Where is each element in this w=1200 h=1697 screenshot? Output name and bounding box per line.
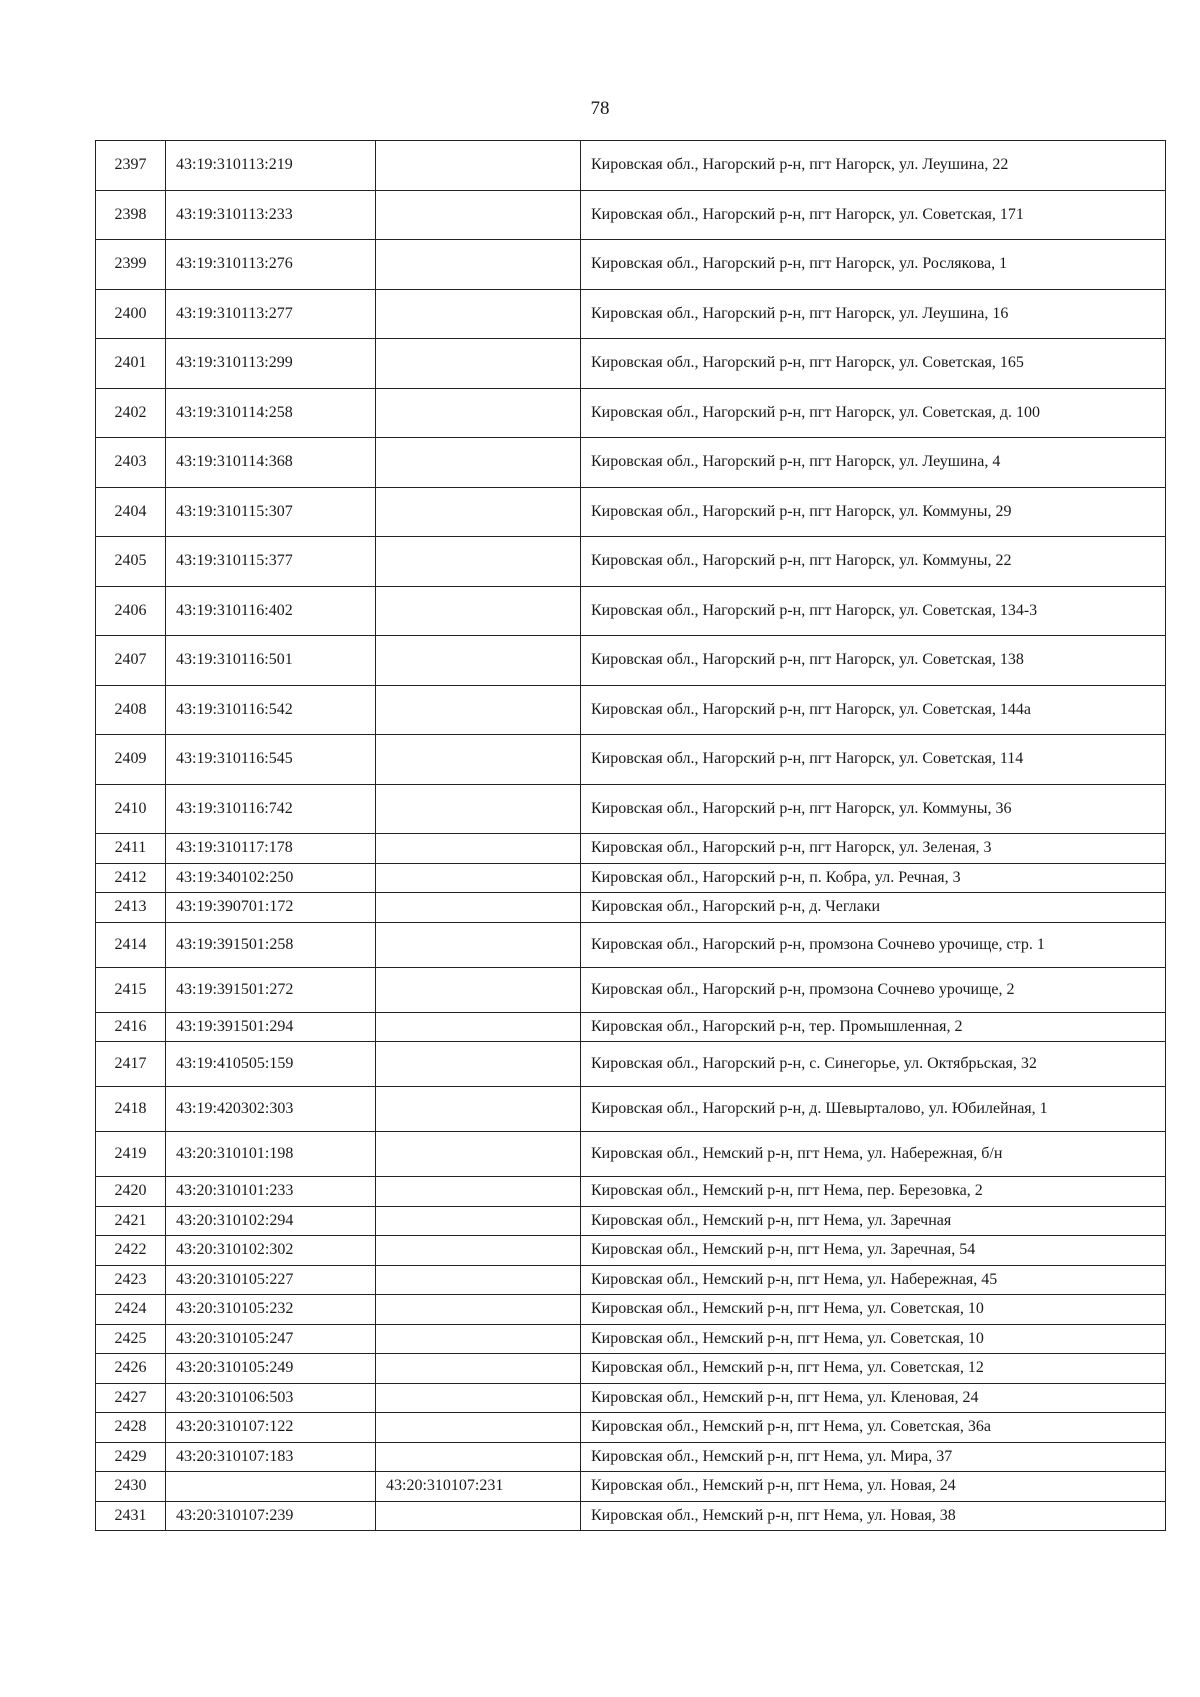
table-row (96, 1472, 1166, 1502)
cadastral-number-cell: 43:20:310107:183 (166, 1442, 376, 1472)
cadastral-number-cell: 43:19:310113:233 (166, 190, 376, 240)
row-number-cell: 2398 (96, 190, 166, 240)
cadastral-number-cell: 43:19:310113:277 (166, 289, 376, 339)
cadastral-number-cell: 43:20:310107:239 (166, 1501, 376, 1531)
address-cell: Кировская обл., Немский р-н, пгт Нема, ул. Советская, 12 (581, 1354, 1166, 1384)
cadastral-number-cell: 43:19:310113:276 (166, 240, 376, 290)
table-row (96, 586, 1166, 636)
secondary-cadastral-number-cell (376, 1177, 581, 1207)
address-cell: Кировская обл., Нагорский р-н, п. Кобра, ул. Речная, 3 (581, 863, 1166, 893)
secondary-cadastral-number-cell (376, 1265, 581, 1295)
table-row (96, 1295, 1166, 1325)
secondary-cadastral-number-cell (376, 863, 581, 893)
address-cell: Кировская обл., Нагорский р-н, тер. Промышленная, 2 (581, 1012, 1166, 1042)
cadastral-number-cell: 43:20:310107:122 (166, 1413, 376, 1443)
row-number-cell: 2412 (96, 863, 166, 893)
table-row (96, 1012, 1166, 1042)
cadastral-number-cell: 43:20:310106:503 (166, 1383, 376, 1413)
address-cell: Кировская обл., Нагорский р-н, пгт Нагорск, ул. Коммуны, 29 (581, 487, 1166, 537)
cadastral-number-cell: 43:20:310102:294 (166, 1206, 376, 1236)
secondary-cadastral-number-cell (376, 1236, 581, 1266)
table-row (96, 685, 1166, 735)
cadastral-number-cell: 43:19:310116:542 (166, 685, 376, 735)
secondary-cadastral-number-cell (376, 1206, 581, 1236)
cadastral-number-cell: 43:19:310115:307 (166, 487, 376, 537)
address-cell: Кировская обл., Нагорский р-н, д. Чеглаки (581, 893, 1166, 923)
cadastral-number-cell: 43:19:310116:742 (166, 784, 376, 834)
table-row (96, 893, 1166, 923)
address-cell: Кировская обл., Нагорский р-н, пгт Нагорск, ул. Советская, 138 (581, 636, 1166, 686)
secondary-cadastral-number-cell (376, 967, 581, 1012)
address-cell: Кировская обл., Немский р-н, пгт Нема, пер. Березовка, 2 (581, 1177, 1166, 1207)
cadastral-number-cell: 43:20:310102:302 (166, 1236, 376, 1266)
table-row (96, 1442, 1166, 1472)
cadastral-number-cell: 43:19:390701:172 (166, 893, 376, 923)
row-number-cell: 2397 (96, 141, 166, 191)
cadastral-number-cell: 43:19:310113:299 (166, 339, 376, 389)
secondary-cadastral-number-cell (376, 487, 581, 537)
cadastral-number-cell: 43:20:310101:233 (166, 1177, 376, 1207)
address-cell: Кировская обл., Немский р-н, пгт Нема, ул. Заречная, 54 (581, 1236, 1166, 1266)
address-cell: Кировская обл., Нагорский р-н, пгт Нагорск, ул. Леушина, 4 (581, 438, 1166, 488)
address-cell: Кировская обл., Нагорский р-н, пгт Нагорск, ул. Леушина, 16 (581, 289, 1166, 339)
address-cell: Кировская обл., Нагорский р-н, пгт Нагорск, ул. Леушина, 22 (581, 141, 1166, 191)
secondary-cadastral-number-cell (376, 388, 581, 438)
table-row (96, 1087, 1166, 1132)
address-cell: Кировская обл., Немский р-н, пгт Нема, ул. Новая, 38 (581, 1501, 1166, 1531)
row-number-cell: 2429 (96, 1442, 166, 1472)
table-row (96, 1206, 1166, 1236)
table-row (96, 438, 1166, 488)
secondary-cadastral-number-cell (376, 339, 581, 389)
table-row (96, 735, 1166, 785)
address-cell: Кировская обл., Немский р-н, пгт Нема, ул. Советская, 10 (581, 1295, 1166, 1325)
secondary-cadastral-number-cell (376, 190, 581, 240)
address-cell: Кировская обл., Немский р-н, пгт Нема, ул. Новая, 24 (581, 1472, 1166, 1502)
table-row (96, 636, 1166, 686)
row-number-cell: 2401 (96, 339, 166, 389)
address-cell: Кировская обл., Нагорский р-н, промзона Сочнево урочище, 2 (581, 967, 1166, 1012)
address-cell: Кировская обл., Немский р-н, пгт Нема, ул. Набережная, б/н (581, 1132, 1166, 1177)
row-number-cell: 2414 (96, 922, 166, 967)
secondary-cadastral-number-cell (376, 1413, 581, 1443)
table-row (96, 967, 1166, 1012)
secondary-cadastral-number-cell (376, 141, 581, 191)
secondary-cadastral-number-cell (376, 834, 581, 864)
table-row (96, 339, 1166, 389)
address-cell: Кировская обл., Немский р-н, пгт Нема, ул. Кленовая, 24 (581, 1383, 1166, 1413)
cadastral-number-cell: 43:19:310114:258 (166, 388, 376, 438)
table-row (96, 1236, 1166, 1266)
row-number-cell: 2427 (96, 1383, 166, 1413)
address-cell: Кировская обл., Нагорский р-н, д. Шевырталово, ул. Юбилейная, 1 (581, 1087, 1166, 1132)
table-row (96, 487, 1166, 537)
address-cell: Кировская обл., Нагорский р-н, пгт Нагорск, ул. Советская, д. 100 (581, 388, 1166, 438)
cadastral-number-cell: 43:19:310113:219 (166, 141, 376, 191)
cadastral-number-cell: 43:20:310101:198 (166, 1132, 376, 1177)
cadastral-number-cell: 43:19:340102:250 (166, 863, 376, 893)
address-cell: Кировская обл., Немский р-н, пгт Нема, ул. Набережная, 45 (581, 1265, 1166, 1295)
table-row (96, 1354, 1166, 1384)
address-cell: Кировская обл., Нагорский р-н, пгт Нагорск, ул. Рослякова, 1 (581, 240, 1166, 290)
row-number-cell: 2422 (96, 1236, 166, 1266)
cadastral-number-cell: 43:19:410505:159 (166, 1042, 376, 1087)
table-row (96, 863, 1166, 893)
address-cell: Кировская обл., Немский р-н, пгт Нема, ул. Заречная (581, 1206, 1166, 1236)
address-cell: Кировская обл., Немский р-н, пгт Нема, ул. Советская, 36а (581, 1413, 1166, 1443)
address-cell: Кировская обл., Нагорский р-н, пгт Нагорск, ул. Коммуны, 22 (581, 537, 1166, 587)
table-row (96, 1501, 1166, 1531)
row-number-cell: 2405 (96, 537, 166, 587)
address-cell: Кировская обл., Нагорский р-н, пгт Нагорск, ул. Советская, 134-3 (581, 586, 1166, 636)
row-number-cell: 2428 (96, 1413, 166, 1443)
address-cell: Кировская обл., Нагорский р-н, пгт Нагорск, ул. Зеленая, 3 (581, 834, 1166, 864)
table-row (96, 784, 1166, 834)
cadastral-number-cell: 43:19:391501:294 (166, 1012, 376, 1042)
secondary-cadastral-number-cell (376, 1442, 581, 1472)
registry-table (95, 140, 1166, 1531)
row-number-cell: 2423 (96, 1265, 166, 1295)
secondary-cadastral-number-cell (376, 636, 581, 686)
address-cell: Кировская обл., Нагорский р-н, пгт Нагорск, ул. Советская, 144а (581, 685, 1166, 735)
row-number-cell: 2407 (96, 636, 166, 686)
secondary-cadastral-number-cell (376, 922, 581, 967)
table-row (96, 190, 1166, 240)
table-row (96, 1383, 1166, 1413)
row-number-cell: 2408 (96, 685, 166, 735)
row-number-cell: 2411 (96, 834, 166, 864)
address-cell: Кировская обл., Нагорский р-н, промзона Сочнево урочище, стр. 1 (581, 922, 1166, 967)
page-number: 78 (590, 98, 610, 119)
table-row (96, 834, 1166, 864)
row-number-cell: 2431 (96, 1501, 166, 1531)
address-cell: Кировская обл., Нагорский р-н, пгт Нагорск, ул. Советская, 165 (581, 339, 1166, 389)
secondary-cadastral-number-cell (376, 586, 581, 636)
row-number-cell: 2410 (96, 784, 166, 834)
secondary-cadastral-number-cell (376, 1012, 581, 1042)
table-row (96, 922, 1166, 967)
row-number-cell: 2406 (96, 586, 166, 636)
row-number-cell: 2421 (96, 1206, 166, 1236)
table-row (96, 1265, 1166, 1295)
address-cell: Кировская обл., Нагорский р-н, с. Синегорье, ул. Октябрьская, 32 (581, 1042, 1166, 1087)
cadastral-number-cell: 43:19:420302:303 (166, 1087, 376, 1132)
secondary-cadastral-number-cell (376, 289, 581, 339)
secondary-cadastral-number-cell (376, 1087, 581, 1132)
table-row (96, 388, 1166, 438)
table-row (96, 240, 1166, 290)
table-row (96, 289, 1166, 339)
row-number-cell: 2399 (96, 240, 166, 290)
address-cell: Кировская обл., Нагорский р-н, пгт Нагорск, ул. Коммуны, 36 (581, 784, 1166, 834)
secondary-cadastral-number-cell (376, 1295, 581, 1325)
cadastral-number-cell: 43:20:310105:249 (166, 1354, 376, 1384)
cadastral-number-cell (166, 1472, 376, 1502)
cadastral-number-cell: 43:19:391501:272 (166, 967, 376, 1012)
cadastral-number-cell: 43:19:310116:545 (166, 735, 376, 785)
row-number-cell: 2430 (96, 1472, 166, 1502)
registry-table-body (96, 141, 1166, 1531)
row-number-cell: 2403 (96, 438, 166, 488)
row-number-cell: 2425 (96, 1324, 166, 1354)
secondary-cadastral-number-cell (376, 1324, 581, 1354)
cadastral-number-cell: 43:20:310105:232 (166, 1295, 376, 1325)
row-number-cell: 2420 (96, 1177, 166, 1207)
address-cell: Кировская обл., Немский р-н, пгт Нема, ул. Мира, 37 (581, 1442, 1166, 1472)
address-cell: Кировская обл., Нагорский р-н, пгт Нагорск, ул. Советская, 171 (581, 190, 1166, 240)
table-row (96, 537, 1166, 587)
secondary-cadastral-number-cell (376, 1354, 581, 1384)
secondary-cadastral-number-cell: 43:20:310107:231 (376, 1472, 581, 1502)
cadastral-number-cell: 43:19:310114:368 (166, 438, 376, 488)
row-number-cell: 2418 (96, 1087, 166, 1132)
row-number-cell: 2413 (96, 893, 166, 923)
row-number-cell: 2426 (96, 1354, 166, 1384)
table-row (96, 141, 1166, 191)
row-number-cell: 2400 (96, 289, 166, 339)
secondary-cadastral-number-cell (376, 893, 581, 923)
secondary-cadastral-number-cell (376, 1042, 581, 1087)
row-number-cell: 2415 (96, 967, 166, 1012)
secondary-cadastral-number-cell (376, 240, 581, 290)
secondary-cadastral-number-cell (376, 438, 581, 488)
cadastral-number-cell: 43:20:310105:247 (166, 1324, 376, 1354)
address-cell: Кировская обл., Нагорский р-н, пгт Нагорск, ул. Советская, 114 (581, 735, 1166, 785)
secondary-cadastral-number-cell (376, 1501, 581, 1531)
secondary-cadastral-number-cell (376, 537, 581, 587)
table-row (96, 1177, 1166, 1207)
row-number-cell: 2409 (96, 735, 166, 785)
secondary-cadastral-number-cell (376, 784, 581, 834)
cadastral-number-cell: 43:19:310117:178 (166, 834, 376, 864)
row-number-cell: 2417 (96, 1042, 166, 1087)
table-row (96, 1413, 1166, 1443)
table-row (96, 1132, 1166, 1177)
row-number-cell: 2424 (96, 1295, 166, 1325)
address-cell: Кировская обл., Немский р-н, пгт Нема, ул. Советская, 10 (581, 1324, 1166, 1354)
row-number-cell: 2419 (96, 1132, 166, 1177)
cadastral-number-cell: 43:19:310116:501 (166, 636, 376, 686)
row-number-cell: 2402 (96, 388, 166, 438)
table-row (96, 1324, 1166, 1354)
row-number-cell: 2416 (96, 1012, 166, 1042)
secondary-cadastral-number-cell (376, 1132, 581, 1177)
secondary-cadastral-number-cell (376, 1383, 581, 1413)
cadastral-number-cell: 43:19:310116:402 (166, 586, 376, 636)
cadastral-number-cell: 43:19:310115:377 (166, 537, 376, 587)
row-number-cell: 2404 (96, 487, 166, 537)
cadastral-number-cell: 43:19:391501:258 (166, 922, 376, 967)
secondary-cadastral-number-cell (376, 685, 581, 735)
cadastral-number-cell: 43:20:310105:227 (166, 1265, 376, 1295)
table-row (96, 1042, 1166, 1087)
secondary-cadastral-number-cell (376, 735, 581, 785)
